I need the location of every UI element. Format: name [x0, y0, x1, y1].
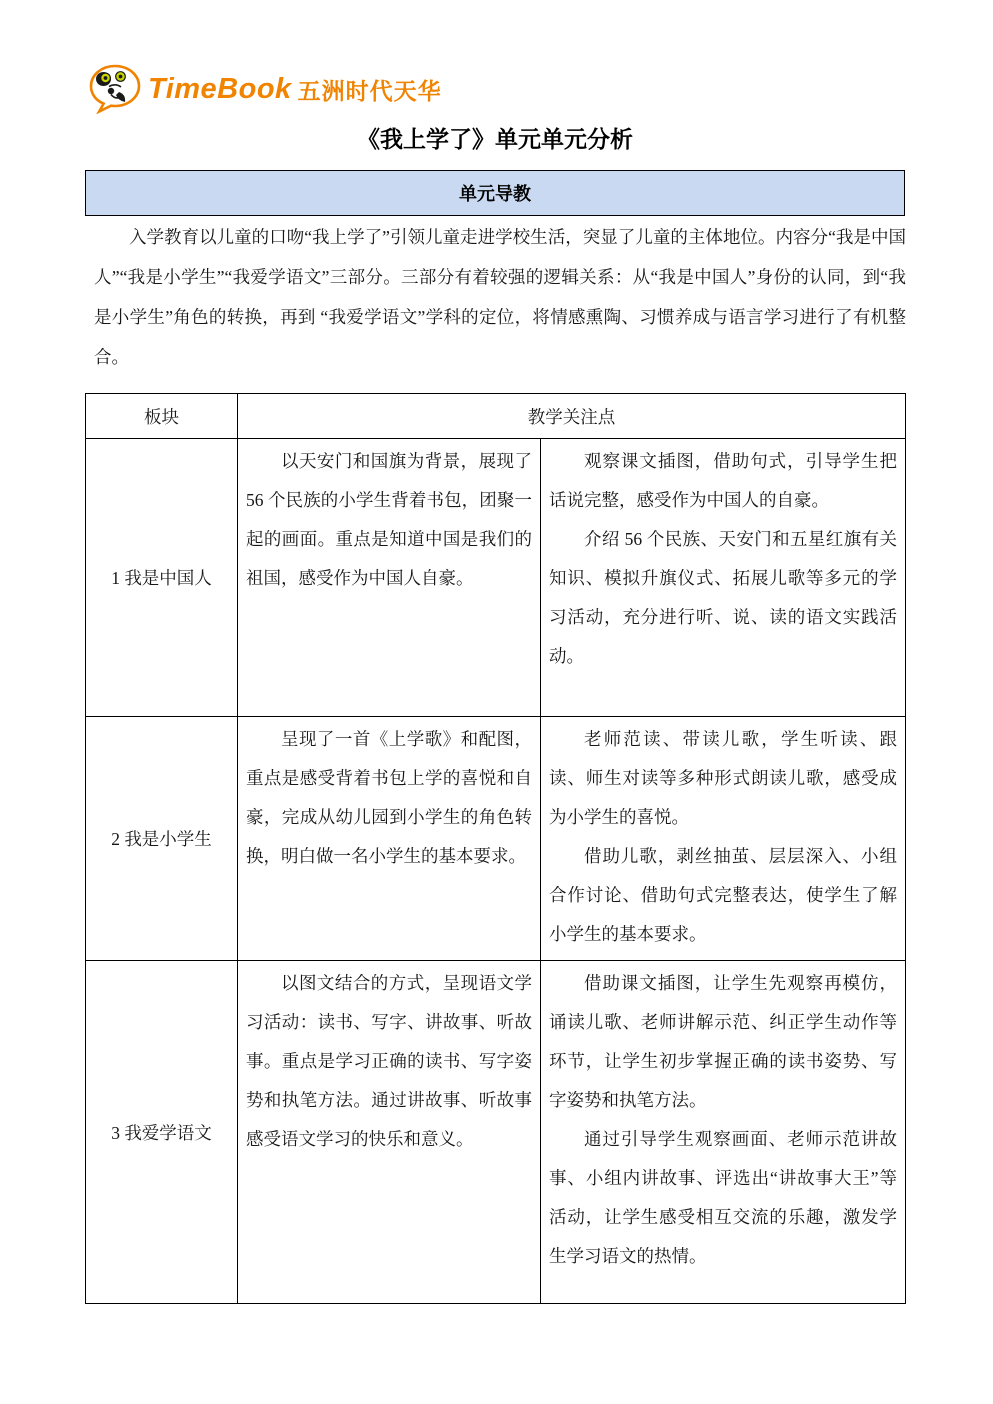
focus-paragraph: 老师范读、带读儿歌，学生听读、跟读、师生对读等多种形式朗读儿歌，感受成为小学生的喜悦。	[549, 729, 897, 827]
focus-paragraph: 通过引导学生观察画面、老师示范讲故事、小组内讲故事、评选出“讲故事大王”等活动，让学生感受相互交流的乐趣，激发学生学习语文的热情。	[549, 1129, 897, 1266]
unit-analysis-table	[85, 393, 906, 1304]
row-focus-cell	[541, 961, 906, 1304]
focus-paragraph: 借助课文插图，让学生先观察再模仿，诵读儿歌、老师讲解示范、纠正学生动作等环节，让学生初步掌握正确的读书姿势、写字姿势和执笔方法。	[549, 973, 897, 1110]
row-overview-cell	[238, 961, 541, 1304]
row-label: 1 我是中国人	[86, 439, 238, 717]
table-header-row	[86, 394, 906, 439]
overview-paragraph: 呈现了一首《上学歌》和配图，重点是感受背着书包上学的喜悦和自豪，完成从幼儿园到小学生的角色转换，明白做一名小学生的基本要求。	[246, 729, 532, 866]
focus-paragraph: 介绍 56 个民族、天安门和五星红旗有关知识、模拟升旗仪式、拓展儿歌等多元的学习活动，充分进行听、说、读的语文实践活动。	[549, 529, 897, 666]
row-label: 3 我爱学语文	[86, 961, 238, 1304]
intro-paragraph: 入学教育以儿童的口吻“我上学了”引领儿童走进学校生活，突显了儿童的主体地位。内容分“我是中国人”“我是小学生”“我爱学语文”三部分。三部分有着较强的逻辑关系：从“我是中国人”身份的认同，到“我是小学生”角色的转换，再到 “我爱学语文”学科的定位，将情感熏陶、习惯养成与语言学习进行了有机整合。	[94, 227, 906, 367]
section-header-bar: 单元导教	[85, 170, 905, 216]
overview-paragraph: 以天安门和国旗为背景，展现了 56 个民族的小学生背着书包，团聚一起的画面。重点是知道中国是我们的祖国，感受作为中国人自豪。	[246, 451, 532, 588]
overview-paragraph: 以图文结合的方式，呈现语文学习活动：读书、写字、讲故事、听故事。重点是学习正确的读书、写字姿势和执笔方法。通过讲故事、听故事感受语文学习的快乐和意义。	[246, 973, 532, 1149]
brand-name: TimeBook	[148, 72, 292, 105]
focus-paragraph: 借助儿歌，剥丝抽茧、层层深入、小组合作讨论、借助句式完整表达，使学生了解小学生的基本要求。	[549, 846, 897, 944]
row-overview-cell	[238, 439, 541, 717]
focus-paragraph: 观察课文插图，借助句式，引导学生把话说完整，感受作为中国人的自豪。	[549, 451, 897, 510]
row-focus-cell	[541, 717, 906, 961]
brand-logo	[88, 64, 442, 114]
table-row	[86, 439, 906, 717]
page-title: 《我上学了》单元单元分析	[357, 127, 633, 152]
row-overview-cell	[238, 717, 541, 961]
column-header-teaching-focus: 教学关注点	[238, 394, 906, 439]
table-row	[86, 961, 906, 1304]
column-header-module: 板块	[86, 394, 238, 439]
brand-company-name: 五洲时代天华	[297, 77, 442, 104]
timebook-mascot-icon	[88, 64, 142, 114]
row-label: 2 我是小学生	[86, 717, 238, 961]
table-row	[86, 717, 906, 961]
row-focus-cell	[541, 439, 906, 717]
